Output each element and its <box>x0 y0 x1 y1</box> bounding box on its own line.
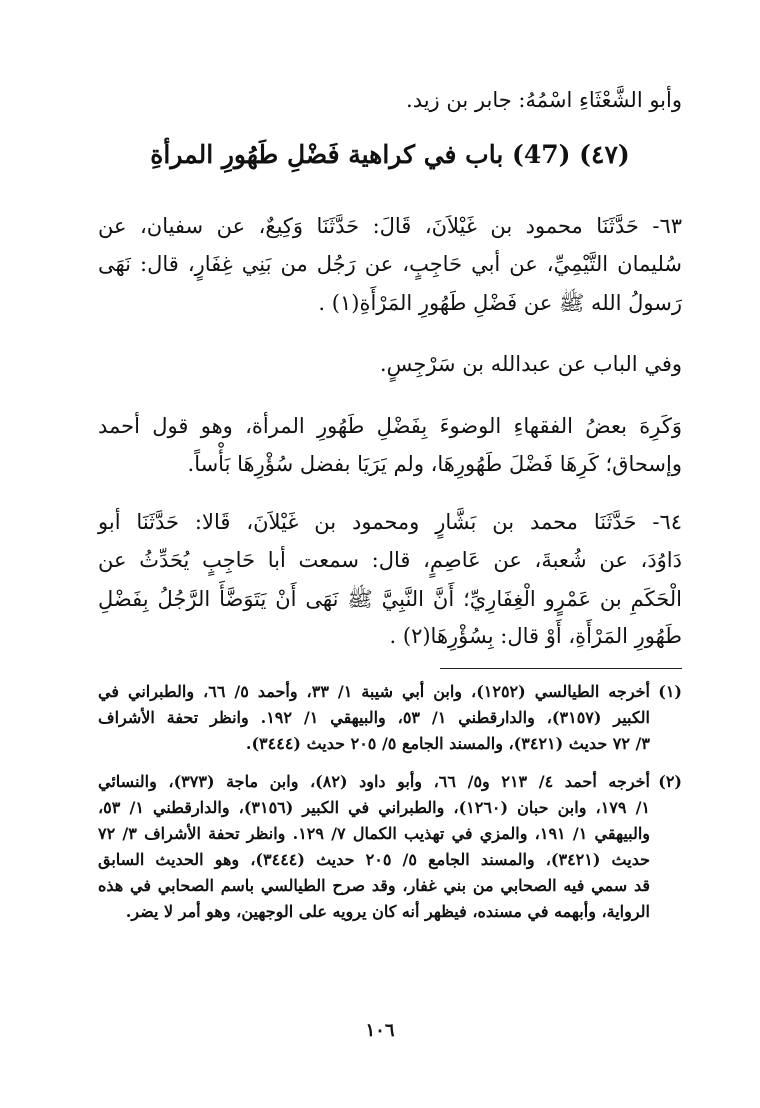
hadith-64-line-4: طَهُورِ المَرْأَةِ، أَوْ قال: بِسُؤْرِهَا(٢) . <box>389 624 682 648</box>
footnote-divider <box>440 668 682 669</box>
fiqh-note <box>98 414 682 486</box>
page-number: ١٠٦ <box>365 1020 395 1041</box>
footnote-1-line-2: الكبير (٣١٥٧)، والدارقطني ١/ ٥٣، والبيهقي ١/ ١٩٢. وانظر تحفة الأشراف <box>98 708 650 727</box>
footnote-2-line-6: الرواية، وأبهمه في مسنده، فيظهر أنه كان يرويه على الوجهين، وهو أمر لا يضر. <box>125 902 650 921</box>
footnote-2 <box>98 772 682 938</box>
in-the-chapter <box>98 352 682 384</box>
footnote-2-line-5: قد سمي فيه الصحابي من بني غفار، وقد صرح الطيالسي باسم الصحابي في هذه <box>98 876 650 895</box>
footnote-2-line-4: حديث (٣٤٢١)، والمسند الجامع ٥/ ٢٠٥ حديث (٣٤٤٤)، وهو الحديث السابق <box>98 850 650 869</box>
hadith-63 <box>98 214 682 324</box>
in-the-chapter-text: وفي الباب عن عبدالله بن سَرْجِسٍ. <box>379 352 682 376</box>
hadith-63-line-1: ٦٣- حَدَّثَنَا محمود بن غَيْلاَنَ، قَالَ: حَدَّثَنَا وَكِيعٌ، عن سفيان، عن <box>98 214 682 238</box>
footnote-1-number: (١) <box>658 682 682 701</box>
footnote-2-line-2: ١/ ١٧٩، وابن حبان (١٢٦٠)، والطبراني في الكبير (٣١٥٦)، والدارقطني ١/ ٥٣، <box>98 798 651 817</box>
footnote-1-line-3: ٣/ ٧٢ حديث (٣٤٢١)، والمسند الجامع ٥/ ٢٠٥ حديث (٣٤٤٤). <box>245 734 650 753</box>
top-line-text: وأبو الشَّعْثَاءِ اسْمُهُ: جابر بن زيد. <box>406 88 682 112</box>
hadith-64 <box>98 510 682 660</box>
fiqh-note-line-2: وإسحاق؛ كَرِهَا فَضْلَ طَهُورِهَا، ولم يَرَيَا بفضل سُؤْرِهَا بَأْساً. <box>187 452 682 476</box>
footnote-1 <box>98 682 682 766</box>
footnote-2-line-1: أخرجه أحمد ٤/ ٢١٣ و٥/ ٦٦، وأبو داود (٨٢)، وابن ماجة (٣٧٣)، والنسائي <box>98 772 651 791</box>
hadith-64-line-1: ٦٤- حَدَّثَنَا محمد بن بَشَّارٍ ومحمود بن غَيْلاَنَ، قَالا: حَدَّثَنَا أبو <box>98 510 682 534</box>
footnote-2-line-3: والبيهقي ١/ ١٩١، والمزي في تهذيب الكمال ٧/ ١٢٩. وانظر تحفة الأشراف ٣/ ٧٢ <box>98 824 651 843</box>
chapter-heading: (٤٧) (47) باب في كراهية فَضْلِ طَهُورِ المرأةِ <box>150 140 630 169</box>
hadith-63-line-2: سُليمان التَّيْمِيِّ، عن أبي حَاجِبٍ، عن رَجُل من بَنِي غِفَارٍ، قال: نَهَى <box>98 252 682 276</box>
fiqh-note-line-1: وَكَرِهَ بعضُ الفقهاءِ الوضوءَ بِفَضْلِ طَهُورِ المرأة، وهو قول أحمد <box>98 414 682 438</box>
footnote-2-number: (٢) <box>658 772 682 791</box>
hadith-64-line-3: الْحَكَمِ بن عَمْرٍو الْغِفَارِيِّ؛ أَنَّ النَّبِيَّ ﷺ نَهَى أَنْ يَتَوَضَّأَ الرَّجُلُ بِفَضْلِ <box>98 587 682 611</box>
top-line <box>98 88 682 120</box>
hadith-63-line-3: رَسولُ الله ﷺ عن فَضْلِ طَهُورِ المَرْأَةِ(١) . <box>318 291 682 315</box>
footnote-1-line-1: أخرجه الطيالسي (١٢٥٢)، وابن أبي شيبة ١/ ٣٣، وأحمد ٥/ ٦٦، والطبراني في <box>98 682 650 701</box>
hadith-64-line-2: دَاوُدَ، عن شُعبةَ، عن عَاصِمٍ، قال: سمعت أبا حَاجِبٍ يُحَدِّثُ عن <box>98 548 682 572</box>
